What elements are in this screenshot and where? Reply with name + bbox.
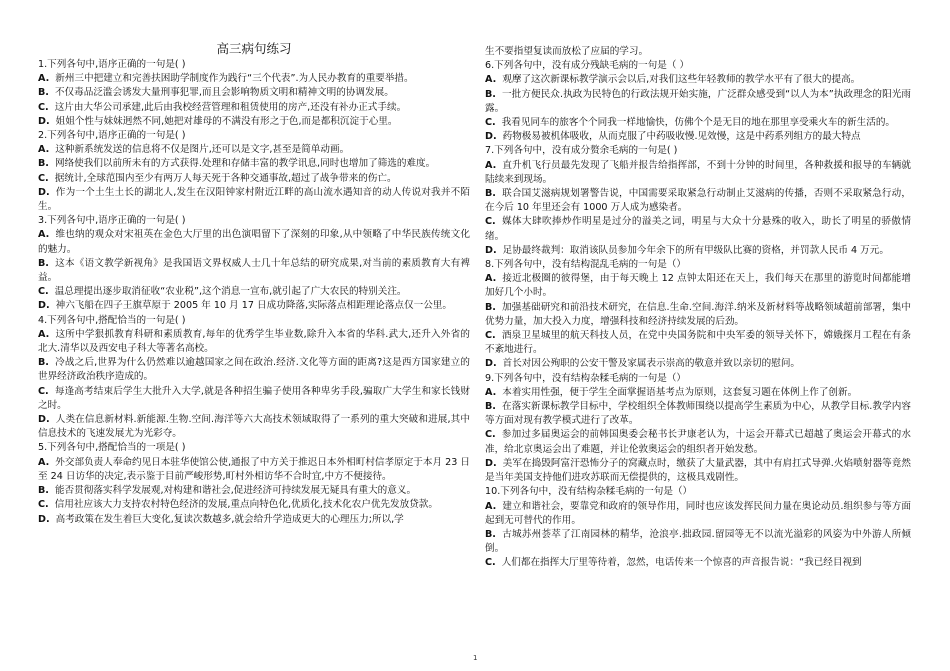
answer-option	[38, 456, 470, 484]
option-letter: A.	[485, 74, 497, 86]
option-text: 网络使我们以前所未有的方式获得.处理和存储丰富的教学讯息,同时也增加了筛选的难度。	[54, 158, 436, 170]
answer-option	[38, 186, 470, 214]
option-text: 高考政策在发生着巨大变化,复读次数越多,就会给升学造成更大的心理压力;所以,学	[55, 513, 404, 525]
question-stem: 1.下列各句中,语序正确的一句是( )	[38, 59, 186, 70]
option-text: 这所中学狠抓教育科研和素质教育,每年的优秀学生毕业数,除升入本省的华科.武大,还升入外省的北大.清华以及西安电子科大等著名高校。	[38, 328, 470, 355]
answer-option	[38, 228, 470, 256]
option-letter: C.	[38, 499, 49, 511]
question-stem: 9.下列各句中，没有结构杂糅毛病的一句是（）	[485, 372, 687, 384]
option-text: 足协最终裁判：取消该队员参加今年余下的所有甲级队比赛的资格，并罚款人民币 4 万元。	[502, 244, 889, 256]
option-text: 首长对因公殉职的公安干警及家属表示崇高的敬意并致以亲切的慰问。	[502, 358, 801, 370]
option-text: 美军在捣毁阿富汗恐怖分子的窝藏点时，缴获了大量武器，其中有肩扛式导弹.火焰喷射器等竟然是当年美国支持他们进攻苏联而无偿提供的，这极具戏剧性。	[485, 457, 911, 484]
answer-option	[38, 513, 470, 527]
option-text: 接近北极圈的彼得堡，由于每天晚上 12 点钟太阳还在天上，我们每天在那里的游览时间都能增加好几个小时。	[485, 273, 911, 299]
option-letter: A.	[38, 73, 50, 85]
option-letter: B.	[485, 401, 496, 413]
option-text: 在落实新课标教学目标中，学校组织全体教师围绕以提高学生素质为中心，从教学目标.教学内容等方面对现有教学模式进行了改革。	[485, 401, 911, 427]
option-letter: C.	[38, 286, 49, 298]
answer-option	[38, 257, 470, 285]
answer-option	[38, 328, 470, 356]
option-letter: C.	[38, 172, 49, 184]
option-letter: A.	[485, 273, 497, 285]
answer-option	[38, 299, 470, 313]
option-letter: D.	[38, 414, 50, 426]
option-letter: D.	[485, 131, 497, 143]
question-block	[38, 314, 470, 442]
answer-option	[38, 285, 470, 299]
option-text: 古城苏州荟萃了江南园林的精华，沧浪亭.拙政园.留园等无不以流光溢彩的风姿为中外游人所倾倒。	[485, 528, 911, 555]
answer-option	[485, 244, 911, 258]
answer-option	[485, 528, 911, 556]
option-letter: A.	[485, 500, 497, 512]
right-column	[485, 45, 911, 571]
page-number: 1	[473, 654, 478, 662]
question-stem: 4.下列各句中,搭配恰当的一句是( )	[38, 314, 186, 326]
answer-option	[38, 72, 470, 86]
option-text: 我看见同车的旅客个个同我一样地愉快，仿佛个个是无目的地在那里享受乘火车的新生活的。	[501, 117, 896, 129]
continued-text: 生不要指望复读而放松了应届的学习。	[485, 46, 649, 57]
option-letter: A.	[38, 456, 50, 468]
answer-option	[38, 385, 470, 413]
option-letter: C.	[38, 385, 49, 397]
option-text: 不仅毒品泛滥会诱发大量刑事犯罪,而且会影响物质文明和精神文明的协调发展。	[54, 87, 394, 99]
question-stem: 10.下列各句中，没有结构杂糅毛病的一句是（）	[485, 486, 693, 498]
option-letter: B.	[38, 357, 49, 369]
answer-option	[485, 159, 911, 187]
option-letter: C.	[485, 429, 496, 441]
option-text: 一批方便民众.执政为民特色的行政法规开始实施，广泛群众感受到“以人为本”执政理念的阳光雨露。	[485, 88, 911, 114]
answer-option	[485, 329, 911, 357]
option-text: 媒体大肆吹捧炒作明星是过分的溢美之词，明星与大众十分悬殊的收入，助长了明星的骄傲情绪。	[485, 216, 911, 242]
answer-option	[38, 172, 470, 186]
option-letter: C.	[485, 117, 496, 129]
question-block	[485, 372, 911, 486]
option-text: 这片由大华公司承建,此后由我校经营管理和租赁使用的房产,还没有补办正式手续。	[54, 101, 407, 113]
option-letter: A.	[38, 144, 50, 156]
option-letter: B.	[38, 158, 49, 170]
option-letter: B.	[38, 257, 49, 269]
question-stem: 6.下列各句中，没有成分残缺毛病的一句是（ ）	[485, 60, 690, 72]
option-letter: B.	[485, 301, 496, 313]
question-block	[485, 144, 911, 258]
answer-option	[38, 143, 470, 157]
question-block	[485, 258, 911, 372]
answer-option	[485, 187, 911, 215]
document-title: 高三病句练习	[216, 41, 292, 56]
answer-option	[485, 116, 911, 130]
option-text: 观摩了这次新课标教学演示会以后,对我们这些年轻教师的教学水平有了很大的提高。	[502, 74, 861, 86]
option-text: 这种新系统发送的信息将不仅是图片,还可以是文字,甚至是简单动画。	[55, 144, 350, 156]
option-text: 作为一个土生土长的湖北人,发生在汉阳钟家村附近江畔的高山流水遇知音的动人传说对我并不陌生。	[38, 186, 470, 213]
answer-option	[38, 413, 470, 441]
option-text: 能否贯彻落实科学发展观,对构建和谐社会,促进经济可持续发展无疑具有重大的意义。	[54, 485, 417, 497]
option-letter: B.	[485, 88, 496, 100]
option-text: 外交部负责人奉命约见日本驻华使馆公使,通报了中方关于推迟日本外相町村信孝原定于本月 23 日至 24 日访华的决定,表示鉴于目前严峻形势,町村外相访华不合时宜,中方不便接待。	[38, 456, 470, 482]
answer-option	[485, 73, 911, 87]
answer-option	[38, 157, 470, 171]
option-text: 联合国艾滋病规划署警告说，中国需要采取紧急行动制止艾滋病的传播，否则不采取紧急行动，在今后 10 年里还会有 1000 万人成为感染者。	[485, 188, 911, 214]
option-text: 药物极易被机体吸收，从而克服了中药吸收慢.见效慢，这是中药系列组方的最大特点	[502, 131, 861, 143]
option-letter: D.	[485, 358, 497, 370]
answer-option	[38, 115, 470, 129]
answer-option	[485, 272, 911, 300]
option-text: 据统计,全球范围内至少有两万人每天死于各种交通事故,超过了战争带来的伤亡。	[54, 172, 397, 184]
question-block	[38, 441, 470, 526]
option-text: 本着实用性强，便于学生全面掌握语基考点为原则，这套复习题在体例上作了创新。	[502, 386, 858, 398]
question-block	[485, 59, 911, 144]
answer-option	[485, 400, 911, 428]
option-letter: D.	[38, 300, 50, 312]
option-text: 参加过多届奥运会的前韩国奥委会秘书长尹康老认为，十运会开幕式已超越了奥运会开幕式的水准，给北京奥运会出了难题，并让伦敦奥运会的组织者开始发愁。	[485, 429, 911, 455]
question-stem: 7.下列各句中，没有成分赘余毛病的一句是( )	[485, 145, 678, 157]
question-block	[38, 58, 470, 129]
question-stem: 5.下列各句中,搭配恰当的一项是( )	[38, 442, 186, 454]
option-text: 直升机飞行员最先发现了飞船并报告给指挥部，不到十分钟的时间里，各种救援和报导的车辆就陆续来到现场。	[485, 159, 911, 185]
question-stem: 2.下列各句中,语序正确的一句是( )	[38, 130, 186, 142]
option-text: 维也纳的观众对宋祖英在金色大厅里的出色演唱留下了深刻的印象,从中领略了中华民族传统文化的魅力。	[38, 229, 470, 255]
answer-option	[485, 500, 911, 528]
answer-option	[485, 215, 911, 243]
option-text: 建立和谐社会，要靠党和政府的领导作用，同时也应该发挥民间力量在奥论动员.组织参与等方面起到无可替代的作用。	[485, 500, 911, 526]
answer-option	[38, 86, 470, 100]
left-column	[38, 40, 470, 527]
option-text: 冷战之后,世界为什么仍然难以逾越国家之间在政治.经济.文化等方面的距离?这是西方国家建立的世界经济政治秩序造成的。	[38, 357, 470, 383]
option-letter: A.	[485, 386, 497, 398]
answer-option	[485, 457, 911, 485]
option-text: 人类在信息新材料.新能源.生物.空间.海洋等六大高技术领域取得了一系列的重大突破和进展,其中信息技术的飞速发展尤为光彩夺。	[38, 414, 470, 440]
answer-option	[38, 498, 470, 512]
option-text: 新州三中把建立和完善扶困助学制度作为践行“三个代表”.为人民办教育的重要举措。	[55, 73, 414, 85]
option-letter: B.	[485, 188, 496, 200]
option-letter: B.	[38, 485, 49, 497]
question-block	[38, 214, 470, 313]
option-text: 神六飞船在四子王旗草原于 2005 年 10 月 17 日成功降落,实际落点相距理论落点仅一公里。	[55, 300, 452, 312]
answer-option	[485, 88, 911, 116]
option-letter: A.	[38, 328, 50, 340]
answer-option	[485, 130, 911, 144]
answer-option	[485, 386, 911, 400]
option-letter: C.	[485, 557, 496, 569]
option-text: 加强基础研究和前沿技术研究，在信息.生命.空间.海洋.纳米及新材料等战略领域超前部署，集中优势力量，加大投入力度，增强科技和经济持续发展的后劲。	[485, 301, 911, 327]
answer-option	[38, 484, 470, 498]
option-letter: C.	[485, 330, 496, 342]
option-letter: D.	[38, 115, 50, 127]
option-letter: D.	[485, 457, 497, 469]
option-letter: C.	[485, 216, 496, 228]
option-text: 姐姐个性与妹妹迥然不同,她把对雄母的不满没有形之于色,而是都积沉淀于心里。	[55, 115, 398, 127]
option-letter: A.	[485, 159, 497, 171]
answer-option	[485, 357, 911, 371]
option-letter: C.	[38, 101, 49, 113]
question-stem: 8.下列各句中，没有结构混乱毛病的一句是（）	[485, 259, 687, 271]
answer-option	[38, 101, 470, 115]
option-text: 温总理提出逐步取消征收“农业税”,这个消息一宣布,就引起了广大农民的特别关注。	[54, 286, 407, 298]
option-letter: D.	[38, 513, 50, 525]
option-text: 人们都在指挥大厅里等待着，忽然，电话传来一个惊喜的声音报告说：“我已经目视到	[501, 557, 862, 569]
option-text: 每逢高考结束后学生大批升入大学,就是各种招生骗子使用各种卑劣手段,骗取广大学生和家长钱财之时。	[38, 385, 470, 411]
option-letter: D.	[485, 244, 497, 256]
answer-option	[485, 428, 911, 456]
option-text: 酒泉卫星城里的航天科技人员，在党中央国务院和中央军委的领导关怀下，嫦娥探月工程在有条不紊地进行。	[485, 330, 911, 356]
answer-option	[485, 556, 911, 570]
option-text: 这本《语文教学新视角》是我国语文界权威人士几十年总结的研究成果,对当前的素质教育大有裨益。	[38, 257, 470, 284]
option-text: 信用社应该大力支持农村特色经济的发展,重点向特色化,优质化,技术化农户优先发放贷款。	[54, 499, 438, 511]
answer-option	[485, 301, 911, 329]
option-letter: B.	[38, 87, 49, 99]
question-block	[485, 485, 911, 570]
option-letter: A.	[38, 229, 50, 241]
option-letter: D.	[38, 186, 50, 198]
question-stem: 3.下列各句中,语序正确的一句是( )	[38, 215, 186, 227]
answer-option	[38, 356, 470, 384]
option-letter: B.	[485, 528, 496, 540]
question-block	[38, 129, 470, 214]
